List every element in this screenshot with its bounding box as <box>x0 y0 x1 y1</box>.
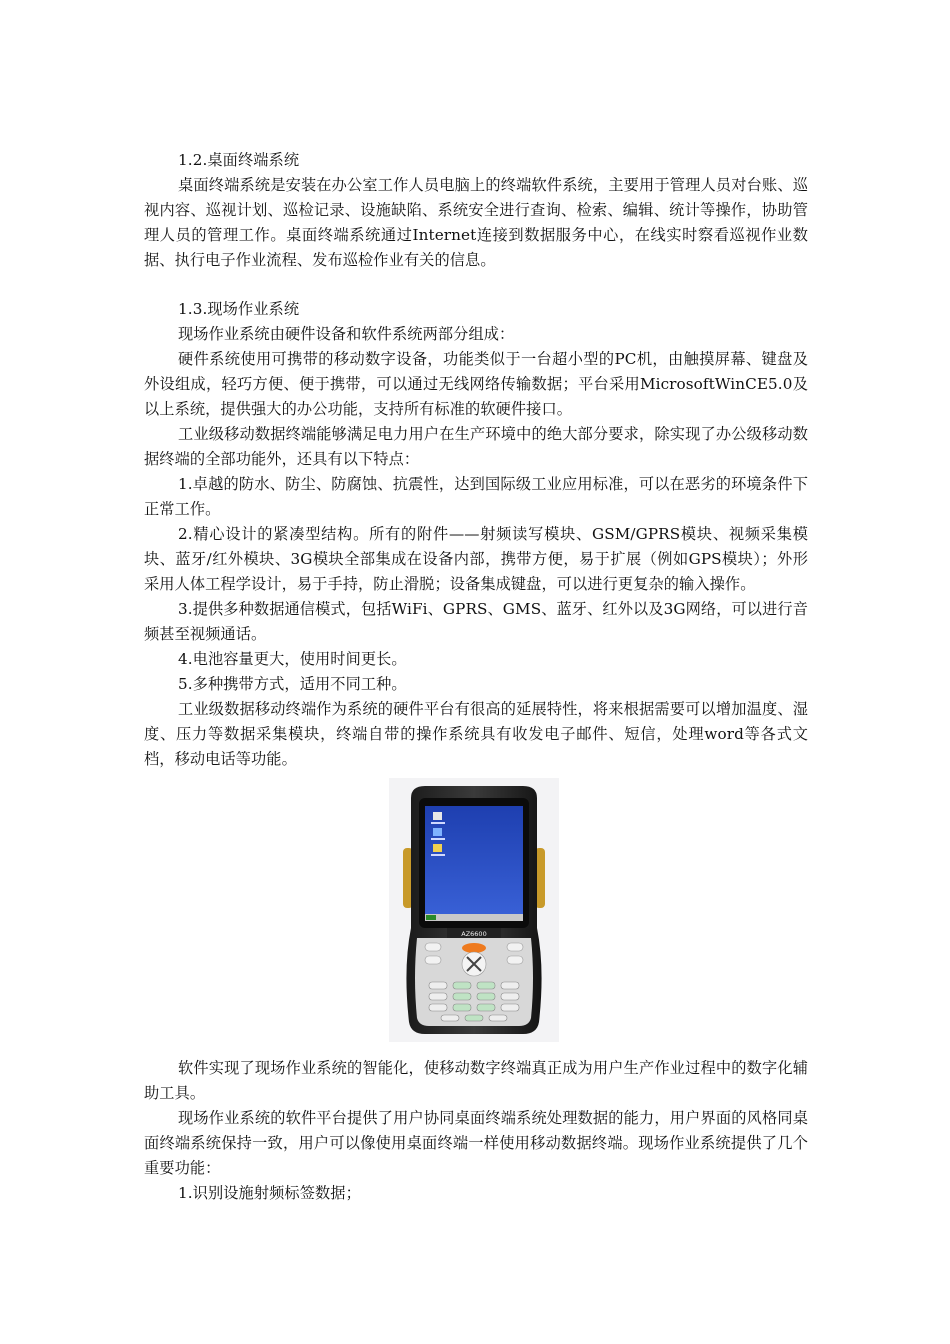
feature-item: 5.多种携带方式，适用不同工种。 <box>178 675 407 693</box>
paragraph: 硬件系统使用可携带的移动数字设备，功能类似于一台超小型的PC机，由触摸屏幕、键盘及外设组成，轻巧方便、便于携带，可以通过无线网络传输数据；平台采用MicrosoftWinCE5.0及以上系统，提供强大的办公功能，支持所有标准的软硬件接口。 <box>144 350 808 418</box>
paragraph: 工业级移动数据终端能够满足电力用户在生产环境中的绝大部分要求，除实现了办公级移动数据终端的全部功能外，还具有以下特点： <box>144 425 808 468</box>
paragraph: 现场作业系统由硬件设备和软件系统两部分组成： <box>178 325 515 343</box>
section-heading-1-3: 1.3.现场作业系统 <box>178 300 300 318</box>
paragraph: 桌面终端系统是安装在办公室工作人员电脑上的终端软件系统，主要用于管理人员对台账、巡视内容、巡视计划、巡检记录、设施缺陷、系统安全进行查询、检索、编辑、统计等操作，协助管理人员的管理工作。桌面终端系统通过Internet连接到数据服务中心，在线实时察看巡视作业数据、执行电子作业流程、发布巡检作业有关的信息。 <box>144 176 808 269</box>
device-photo <box>389 778 559 1042</box>
document-page <box>144 148 808 1206</box>
feature-item: 2.精心设计的紧凑型结构。所有的附件——射频读写模块、GSM/GPRS模块、视频采集模块、蓝牙/红外模块、3G模块全部集成在设备内部，携带方便，易于扩展（例如GPS模块）；外形采用人体工程学设计，易于手持，防止滑脱；设备集成键盘，可以进行更复杂的输入操作。 <box>144 525 808 593</box>
section-heading-1-2: 1.2.桌面终端系统 <box>178 151 300 169</box>
spacer <box>144 273 808 297</box>
paragraph: 软件实现了现场作业系统的智能化，使移动数字终端真正成为用户生产作业过程中的数字化辅助工具。 <box>144 1059 808 1102</box>
feature-item: 4.电池容量更大，使用时间更长。 <box>178 650 407 668</box>
feature-item: 3.提供多种数据通信模式，包括WiFi、GPRS、GMS、蓝牙、红外以及3G网络，可以进行音频甚至视频通话。 <box>144 600 808 643</box>
device-figure <box>144 774 808 1044</box>
paragraph: 现场作业系统的软件平台提供了用户协同桌面终端系统处理数据的能力，用户界面的风格同桌面终端系统保持一致，用户可以像使用桌面终端一样使用移动数据终端。现场作业系统提供了几个重要功能： <box>144 1109 808 1177</box>
feature-item: 1.卓越的防水、防尘、防腐蚀、抗震性，达到国际级工业应用标准，可以在恶劣的环境条件下正常工作。 <box>144 475 808 518</box>
paragraph: 工业级数据移动终端作为系统的硬件平台有很高的延展特性，将来根据需要可以增加温度、湿度、压力等数据采集模块，终端自带的操作系统具有收发电子邮件、短信，处理word等各式文档，移动电话等功能。 <box>144 700 808 768</box>
handheld-terminal-illustration <box>389 778 559 1042</box>
feature-item: 1.识别设施射频标签数据； <box>178 1184 361 1202</box>
device-model-label: AZ6600 <box>461 930 487 938</box>
